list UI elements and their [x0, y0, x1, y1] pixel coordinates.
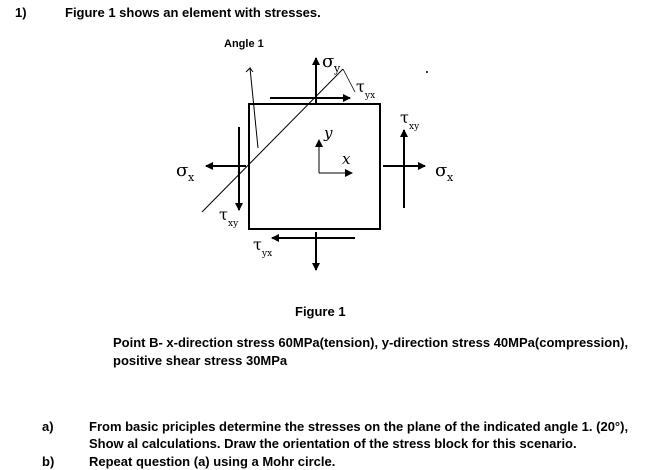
point-b-line-1: Point B- x-direction stress 60MPa(tension), y-direction stress 40MPa(compression), [113, 335, 629, 350]
svg-text:τ: τ [253, 235, 262, 254]
tau-xy-right-symbol [400, 108, 420, 132]
svg-text:σ: σ [322, 51, 335, 72]
part-a-label: a) [42, 419, 54, 434]
sigma-x-right-symbol [435, 160, 454, 184]
svg-text:x: x [447, 171, 454, 184]
svg-text:y: y [334, 62, 341, 75]
sigma-x-left-symbol [176, 160, 195, 184]
tau-xy-left-symbol [219, 205, 239, 229]
question-number: 1) [15, 5, 27, 20]
axis-x-label: x [342, 150, 351, 168]
sigma-y-symbol [322, 51, 341, 75]
figure-caption: Figure 1 [295, 304, 346, 319]
svg-text:τ: τ [356, 77, 365, 96]
axis-y-label: y [324, 124, 333, 142]
svg-text:xy: xy [228, 219, 239, 229]
part-b-text-line-1: Repeat question (a) using a Mohr circle. [89, 454, 336, 469]
svg-text:xy: xy [409, 122, 420, 132]
svg-text:yx: yx [365, 91, 376, 101]
angle-label: Angle 1 [224, 38, 264, 50]
part-b-label: b) [42, 454, 55, 469]
part-a-text-line-1: From basic priciples determine the stresses on the plane of the indicated angle 1. (20°), [89, 419, 629, 434]
point-b-line-2: positive shear stress 30MPa [113, 353, 288, 368]
svg-text:τ: τ [400, 108, 409, 127]
svg-text:x: x [188, 171, 195, 184]
stray-dot [426, 71, 428, 73]
angle-indicator-line [246, 68, 258, 148]
svg-text:σ: σ [435, 160, 448, 181]
stress-element-square [249, 104, 380, 229]
inclined-plane-line [202, 69, 343, 212]
svg-text:yx: yx [262, 249, 273, 259]
plane-guide-line [343, 69, 355, 92]
svg-text:σ: σ [176, 160, 189, 181]
part-a-text-line-2: Show al calculations. Draw the orientation of the stress block for this scenario. [89, 436, 577, 451]
svg-text:τ: τ [219, 205, 228, 224]
tau-yx-bottom-symbol [253, 235, 272, 259]
tau-yx-top-symbol [356, 77, 375, 101]
question-intro: Figure 1 shows an element with stresses. [65, 5, 321, 20]
